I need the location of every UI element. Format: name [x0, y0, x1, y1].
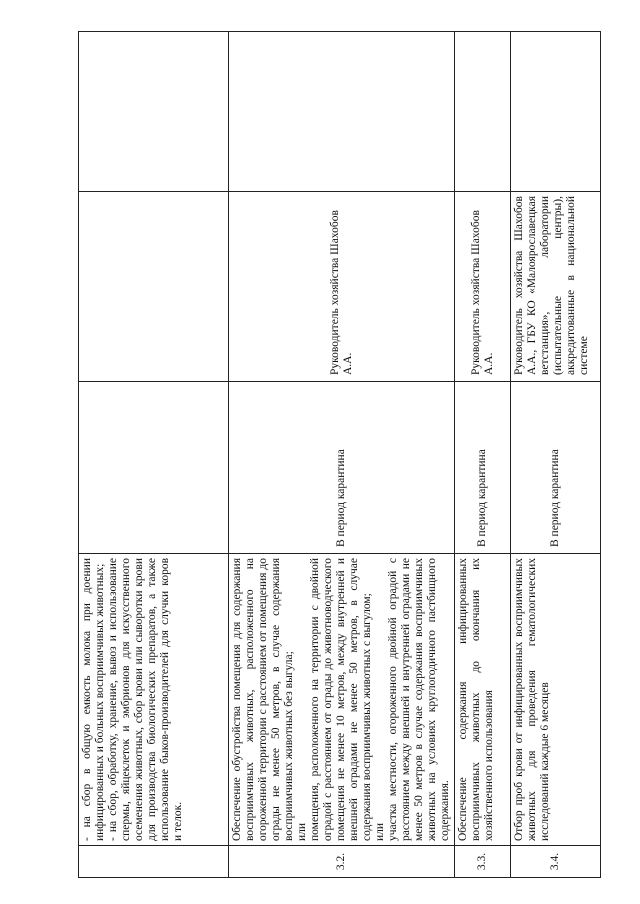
measure-text: помещения, расположенного на территории с двойной оградой с расстоянием от ограды до животноводческого помещения не менее 10 метров, между внутренней и внешней оградами не менее 50 метров, в случае содержания восприимчивых животных с выгулом; [309, 558, 373, 841]
empty-cell [79, 32, 229, 192]
period-cell: В период карантина [229, 382, 455, 554]
measure-text: Обеспечение обустройства помещения для содержания восприимчивых животных, расположенного на огороженной территории с расстоянием от помещения до ограды не менее 50 метров, в случае содержания восприимчивых животных без выгула; [231, 558, 295, 841]
period-cell: В период карантина [511, 382, 601, 554]
rotated-table-wrapper [78, 32, 590, 878]
empty-cell [455, 32, 511, 192]
row-number [79, 846, 229, 878]
measure-text: или [296, 822, 308, 841]
empty-cell [229, 32, 455, 192]
period-cell: В период карантина [455, 382, 511, 554]
measure-text: Обеспечение содержания инфицированных восприимчивых животных до окончания их хозяйственного использования [457, 558, 495, 841]
table-row [455, 32, 511, 878]
measure-cell [229, 554, 455, 846]
responsible-cell: Руководитель хозяйства Шахобов А.А. [229, 192, 455, 382]
responsible-cell [511, 192, 601, 382]
measure-text: - на сбор в общую емкость молока при доении инфицированных и больных восприимчивых животных; [81, 558, 106, 841]
table-row [229, 32, 455, 878]
period-cell [79, 382, 229, 554]
row-number: 3.2. [229, 846, 455, 878]
measure-text: Отбор проб крови от инфицированных восприимчивых животных для проведения гематологических исследований каждые 6 месяцев [513, 558, 551, 841]
row-number: 3.3. [455, 846, 511, 878]
responsible-text: Руководитель хозяйства Шахобов А.А., ГБУ КО «Малоярославецкая ветстанция», лаборатории (испытательные центры), аккредитованные в национальной системе [513, 196, 590, 375]
row-number: 3.4. [511, 846, 601, 878]
measure-cell [455, 554, 511, 846]
measure-text: или [374, 822, 386, 841]
responsible-cell [79, 192, 229, 382]
table-row [79, 32, 229, 878]
measures-table [78, 31, 601, 878]
measure-cell [511, 554, 601, 846]
measure-text: - на сбор, обработку, хранение, вывоз и использование спермы, яйцеклеток и эмбрионов для искусственного осеменения животных, сбор крови или сыворотки крови для производства биологических препаратов, а также использование быков-производителей для случки коров и телок. [107, 558, 184, 841]
responsible-cell: Руководитель хозяйства Шахобов А.А. [455, 192, 511, 382]
empty-cell [511, 32, 601, 192]
measure-text: участка местности, огороженного двойной оградой с расстоянием между внешней и внутренней оградами не менее 50 метров в случае содержания восприимчивых животных на условиях круглогодичного пастбищного содержания. [387, 558, 451, 841]
measure-cell [79, 554, 229, 846]
table-row [511, 32, 601, 878]
